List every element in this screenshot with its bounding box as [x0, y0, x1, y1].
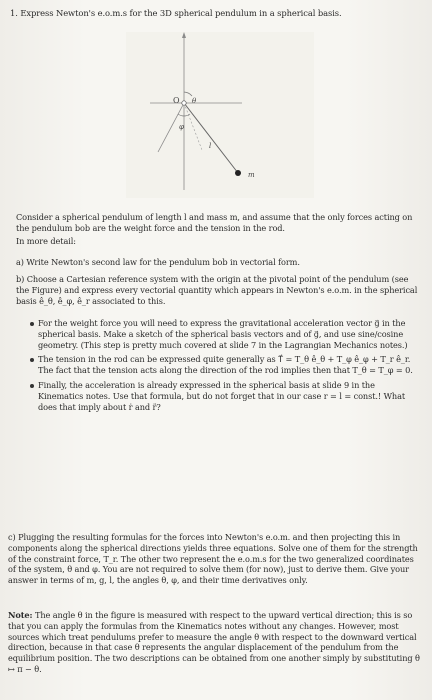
bullet-2: The tension in the rod can be expressed quite generally as T⃗ = T_θ ê_θ + T_φ ê_φ + T_r ê_r. The fact that the tension acts along the direction of the rod implies then that T_θ = T_φ = 0.: [38, 354, 413, 375]
more-detail-heading: In more detail:: [16, 236, 76, 246]
bullet-dot-3: [30, 384, 34, 388]
pendulum-diagram: [120, 30, 320, 200]
note-paragraph: [8, 610, 422, 675]
note-text: The angle θ in the figure is measured with respect to the upward vertical direction; this is so that you can apply the formulas from the Kinematics notes without any changes. However, most sources which treat pendulums prefer to measure the angle θ with respect to the downward vertical direction, because in that case θ represents the angular displacement of the pendulum from the equilibrium position. The two descriptions can be obtained from one another simply by substituting θ ↦ π − θ.: [8, 610, 420, 674]
bullet-3: Finally, the acceleration is already expressed in the spherical basis at slide 9 in the Kinematics notes. Use that formula, but do not forget that in our case r = l = const.! What does that imply about ṙ and r̈?: [38, 380, 406, 412]
part-c: c) Plugging the resulting formulas for the forces into Newton's e.o.m. and then projecting this in components along the spherical directions yields three equations. Solve one of them for the strength of the constraint force, T_r. The other two represent the e.o.m.s for the two generalized coordinates of the system, θ and φ. You are not required to solve them (for now), just to derive them. Give your answer in terms of m, g, l, the angles θ, φ, and their time derivatives only.: [8, 532, 418, 586]
bullet-dot-1: [30, 322, 34, 326]
label-O: O: [173, 96, 180, 105]
note-label: Note:: [8, 610, 33, 620]
label-m: m: [248, 171, 255, 179]
part-b: b) Choose a Cartesian reference system with the origin at the pivotal point of the pendulum (see the Figure) and express every vectorial quantity which appears in Newton's e.o.m. in the spherical basis ê_θ, ê_φ, ê_r associated to this.: [16, 274, 418, 306]
label-phi: φ: [179, 123, 184, 131]
bullet-1: For the weight force you will need to express the gravitational acceleration vector g⃗ in the spherical basis. Make a sketch of the spherical basis vectors and of g⃗, and use sine/cosine geometry. (This step is pretty much covered at slide 7 in the Lagrangian Mechanics notes.): [38, 318, 408, 350]
label-l: l: [209, 142, 212, 150]
label-theta: θ: [192, 97, 197, 105]
part-a: a) Write Newton's second law for the pendulum bob in vectorial form.: [16, 257, 300, 267]
problem-title: 1. Express Newton's e.o.m.s for the 3D spherical pendulum in a spherical basis.: [10, 8, 342, 18]
pivot-point: [182, 101, 186, 105]
intro-paragraph: Consider a spherical pendulum of length l and mass m, and assume that the only forces acting on the pendulum bob are the weight force and the tension in the rod.: [16, 212, 413, 233]
pendulum-bob: [235, 170, 241, 176]
diagram-background: [126, 32, 314, 198]
bullet-dot-2: [30, 358, 34, 362]
